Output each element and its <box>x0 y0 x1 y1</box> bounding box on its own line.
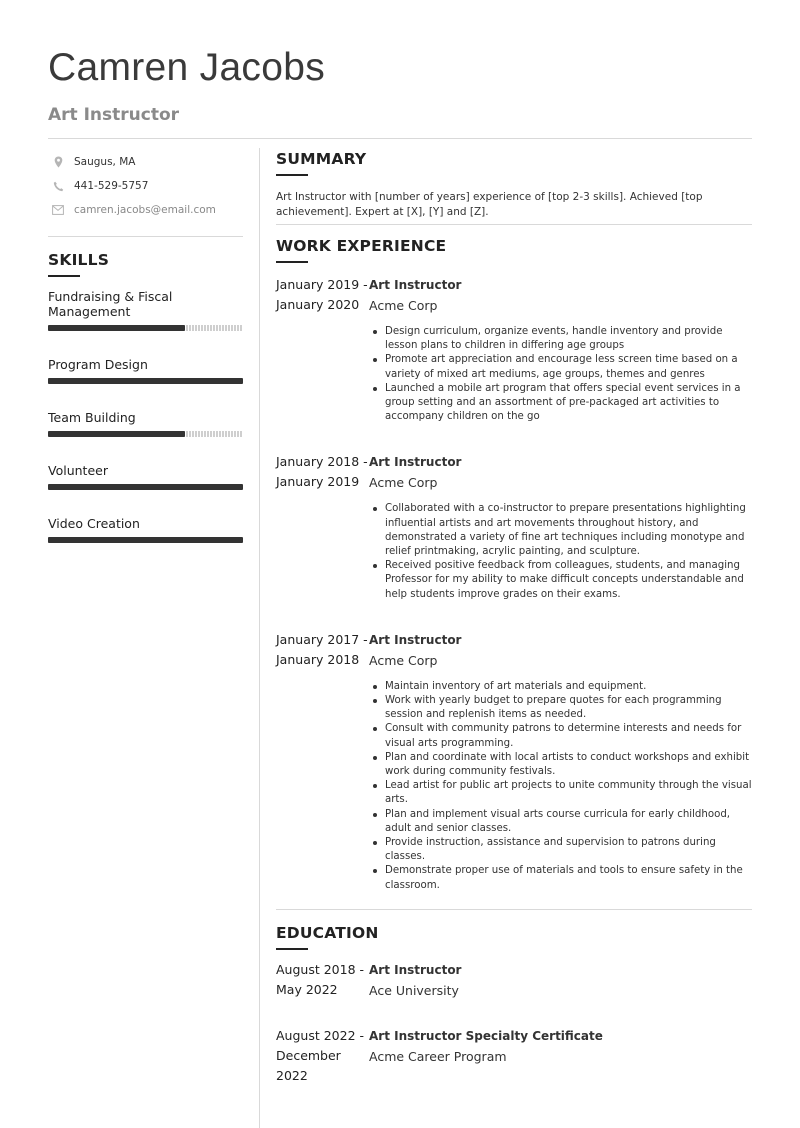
education-entry <box>276 960 752 1002</box>
contact-location <box>48 150 243 174</box>
experience-heading: WORK EXPERIENCE <box>276 237 447 255</box>
skill-level-fill <box>48 484 243 490</box>
skill-level-bar <box>48 325 243 331</box>
skill-level-fill <box>48 537 243 543</box>
job-entry <box>276 275 752 317</box>
bullet-item: Promote art appreciation and encourage less screen time based on a variety of mixed art mediums, age groups, themes and genres <box>369 353 752 381</box>
education-degree: Art Instructor Specialty Certificate <box>369 1028 603 1043</box>
job-details <box>369 452 752 494</box>
job-date-start: January 2019 - <box>276 277 368 292</box>
job-company: Acme Corp <box>369 652 438 668</box>
skill-item <box>48 410 243 437</box>
bullet-item: Plan and implement visual arts course curricula for early childhood, adult and senior classes. <box>369 808 752 836</box>
education-entry <box>276 1026 752 1086</box>
phone-icon <box>52 180 64 192</box>
skill-item <box>48 516 243 543</box>
bullet-item: Received positive feedback from colleagues, students, and managing Professor for my ability to make difficult concepts understandable and help students improve grades on their exams. <box>369 559 752 602</box>
skill-item <box>48 463 243 490</box>
job-dates <box>276 452 369 494</box>
education-dates <box>276 1026 369 1086</box>
skill-item <box>48 357 243 384</box>
job-date-end: January 2019 <box>276 474 360 490</box>
job-details <box>369 275 752 317</box>
bullet-item: Collaborated with a co-instructor to prepare presentations highlighting influential artists and art movements throughout history, and demonstrated a variety of fine art techniques including monotype and relief printmaking, acrylic painting, and sculpture. <box>369 502 752 559</box>
job-entry <box>276 630 752 672</box>
summary-text: Art Instructor with [number of years] experience of [top 2-3 skills]. Achieved [top achievement]. Expert at [X], [Y] and [Z]. <box>276 191 703 218</box>
job-date-end: January 2018 <box>276 651 360 667</box>
contact-phone <box>48 174 243 198</box>
location-text: Saugus, MA <box>74 156 136 168</box>
bullet-item: Maintain inventory of art materials and equipment. <box>369 680 752 694</box>
skill-item <box>48 289 243 331</box>
phone-text: 441-529-5757 <box>74 180 149 192</box>
section-divider <box>276 909 752 910</box>
header-divider <box>48 138 752 139</box>
skill-level-fill <box>48 378 243 384</box>
skill-level-fill <box>48 431 185 437</box>
job-date-start: January 2017 - <box>276 631 368 647</box>
bullet-item: Design curriculum, organize events, handle inventory and provide lesson plans to children in differing age groups <box>369 325 752 353</box>
education-school: Acme Career Program <box>369 1048 507 1064</box>
job-role: Art Instructor <box>369 278 462 292</box>
candidate-name: Camren Jacobs <box>48 46 326 89</box>
skills-list <box>48 289 243 543</box>
left-column <box>48 150 243 543</box>
education-details <box>369 960 752 1002</box>
skill-level-bar <box>48 537 243 543</box>
job-date-start: January 2018 - <box>276 454 368 470</box>
education-dates <box>276 960 369 1002</box>
section-divider <box>276 224 752 225</box>
resume-header <box>48 48 752 125</box>
job-entry <box>276 452 752 494</box>
job-company: Acme Corp <box>369 475 438 491</box>
skill-name: Video Creation <box>48 516 140 531</box>
skill-level-bar <box>48 431 243 437</box>
skill-name: Fundraising & Fiscal Management <box>48 289 173 319</box>
email-link[interactable]: camren.jacobs@email.com <box>74 204 216 216</box>
job-date-end: January 2020 <box>276 297 360 312</box>
education-date-end: May 2022 <box>276 981 338 997</box>
column-divider <box>259 148 260 1128</box>
skill-level-fill <box>48 325 185 331</box>
skill-name: Team Building <box>48 410 136 425</box>
contact-email[interactable] <box>48 198 243 222</box>
skill-level-bar <box>48 484 243 490</box>
bullet-item: Lead artist for public art projects to unite community through the visual arts. <box>369 779 752 807</box>
job-dates <box>276 275 369 317</box>
skills-section <box>48 251 243 543</box>
bullet-item: Demonstrate proper use of materials and tools to ensure safety in the classroom. <box>369 864 752 892</box>
summary-section <box>276 150 752 220</box>
right-column <box>276 150 752 1086</box>
education-section <box>276 924 752 1086</box>
bullet-item: Plan and coordinate with local artists to conduct workshops and exhibit work during community festivals. <box>369 751 752 779</box>
heading-underline <box>276 174 308 176</box>
heading-underline <box>276 261 308 263</box>
skill-level-bar <box>48 378 243 384</box>
education-details <box>369 1026 752 1086</box>
skills-heading: SKILLS <box>48 251 110 269</box>
bullet-item: Work with yearly budget to prepare quotes for each programming session and replenish items as needed. <box>369 694 752 722</box>
map-pin-icon <box>52 156 64 168</box>
contact-divider <box>48 236 243 237</box>
summary-heading: SUMMARY <box>276 150 367 168</box>
education-heading: EDUCATION <box>276 923 379 942</box>
job-company: Acme Corp <box>369 298 438 313</box>
envelope-icon <box>52 204 64 216</box>
job-role: Art Instructor <box>369 632 462 647</box>
job-dates <box>276 630 369 672</box>
education-date-end: December 2022 <box>276 1047 341 1083</box>
bullet-item: Consult with community patrons to determine interests and needs for visual arts programming. <box>369 722 752 750</box>
skill-name: Volunteer <box>48 463 108 478</box>
education-date-start: August 2022 - <box>276 1027 365 1043</box>
heading-underline <box>276 948 308 950</box>
job-bullets <box>369 502 752 601</box>
experience-section <box>276 237 752 893</box>
job-role: Art Instructor <box>369 455 462 470</box>
contact-block <box>48 150 243 222</box>
education-degree: Art Instructor <box>369 962 462 977</box>
education-school: Ace University <box>369 982 459 998</box>
education-date-start: August 2018 - <box>276 961 365 977</box>
bullet-item: Launched a mobile art program that offers special event services in a group setting and an assortment of pre-packaged art activities to accompany children on the go <box>369 382 752 425</box>
bullet-item: Provide instruction, assistance and supervision to patrons during classes. <box>369 836 752 864</box>
candidate-title: Art Instructor <box>48 105 180 125</box>
skill-name: Program Design <box>48 357 148 372</box>
job-bullets <box>369 680 752 893</box>
job-bullets <box>369 325 752 424</box>
job-details <box>369 630 752 672</box>
heading-underline <box>48 275 80 277</box>
